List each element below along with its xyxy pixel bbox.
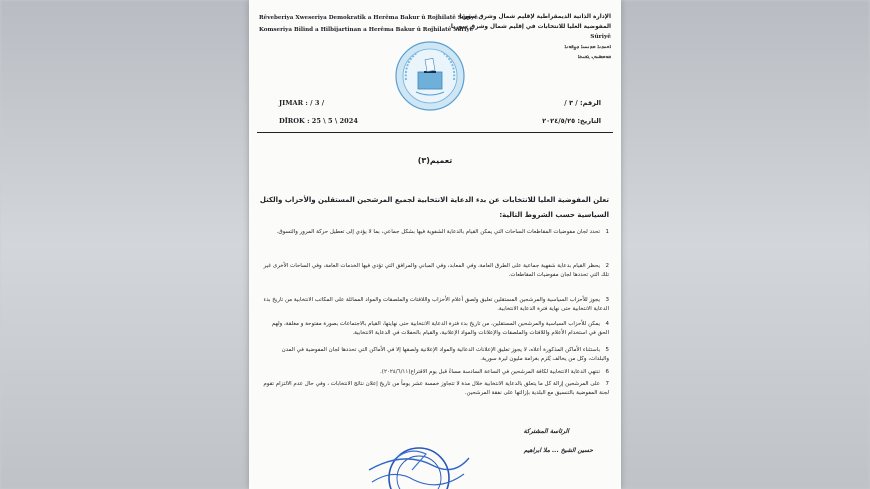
list-item-text: يحظر القيام بدعاية شفهية جماعية على الطرق العامة، وفي المعابد، وفي المباني والمرافق التي تؤدي فيها الخدمات العامة، وفي الساحات الأخرى غير تلك التي تحددها لجان مفوضيات المقاطعات.: [263, 263, 609, 279]
header-divider: [257, 132, 613, 133]
background-right: [621, 0, 870, 489]
document-page: [249, 0, 621, 489]
list-item-text: على المرشحين إزالة كل ما يتعلق بالدعاية الانتخابية خلال مدة لا تتجاوز خمسة عشر يوماً من تاريخ إعلان نتائج الانتخابات ، وفي حال عدم الالتزام تقوم لجنة المفوضية بالتنسيق مع البلدية بإزالتها على نفقة المرشحين.: [263, 381, 609, 397]
list-item-text: باستثناء الأماكن المذكورة أعلاه، لا يجوز تعليق الإعلانات الدعائية والمواد الإعلانية ولصقها إلا في الأماكن التي تحددها لجان المفوضية في المدن والبلدات، وكل من يخالف يُلزم بغرامة مليون ليرة سورية.: [281, 347, 609, 363]
date-label-ar: التاريخ:: [577, 117, 601, 125]
date-value-ar: ٢٠٢٤/٥/٢٥: [542, 117, 576, 125]
header-kurdish: [259, 12, 478, 36]
reference-value-ar: / ٣ /: [564, 99, 578, 107]
header-left-line-1: Rêveberiya Xweseriya Demokratîk a Herêma Bakur û Rojhilatê Sûriyê: [259, 15, 478, 21]
list-item: 2يحظر القيام بدعاية شفهية جماعية على الطرق العامة، وفي المعابد، وفي المباني والمرافق التي تؤدي فيها الخدمات العامة، وفي الساحات الأخرى غير تلك التي تحددها لجان مفوضيات المقاطعات.: [263, 263, 609, 279]
header-right-line-2: المفوضية العليا للانتخابات في إقليم شمال وشرق سوريا: [450, 24, 611, 30]
list-item-text: يمكن للأحزاب السياسية والمرشحين المستقلين، من تاريخ بدء فترة الدعاية الانتخابية حتى نهايتها، القيام بالاجتماعات بصورة مفتوحة و مغلقة، ولهم الحق في استخدام الأعلام واللافتات والملصقات والإعلانات والمواد الإعلانية، والقيام بالحفلات في الدعاية الانتخابية.: [271, 321, 609, 337]
signature-names: حسين الشيخ ... ملا ابراهيم: [523, 447, 593, 454]
reference-value: : / 3 /: [305, 99, 325, 107]
list-item: 3يجوز للأحزاب السياسية والمرشحين المستقلين تعليق ولصق أعلام الأحزاب واللافتات والملصقات والمواد المماثلة على المكاتب الانتخابية من تاريخ بدء الدعاية الانتخابية حتى نهاية فترة الدعاية الانتخابية.: [263, 297, 609, 313]
list-item: 5باستثناء الأماكن المذكورة أعلاه، لا يجوز تعليق الإعلانات الدعائية والمواد الإعلانية ولصقها إلا في الأماكن التي تحددها لجان المفوضية في المدن والبلدات، وكل من يخالف يُلزم بغرامة مليون ليرة سورية.: [281, 347, 609, 363]
list-item: 6تنتهي الدعاية الانتخابية لكافة المرشحين في الساعة السادسة مساءً قبل يوم الاقتراع(٢٠٢٤/٦/١١).: [380, 369, 609, 375]
header-syriac-line: ܐܘܚܕܢܐ ܡܕܢܚܝܐ ܕܨܦܘܢܐ: [564, 44, 611, 50]
list-item: 1تحدد لجان مفوضيات المقاطعات الساحات التي يمكن القيام بالدعاية الشفوية فيها بشكل جماعي، بما لا يؤدي إلى تعطيل حركة المرور والتسوق.: [276, 229, 609, 235]
reference-number-kurdish: [279, 99, 324, 107]
date-kurdish: [279, 117, 358, 125]
header-right-line-1: الإدارة الذاتية الديمقراطية لإقليم شمال وشرق سوريا: [459, 14, 611, 20]
date-arabic: [542, 117, 601, 125]
signature-title: الرئاسة المشتركة: [523, 428, 569, 435]
reference-label-ar: الرقم:: [580, 99, 601, 107]
intro-paragraph: تعلن المفوضية العليا للانتخابات عن بدء الدعاية الانتخابية لجميع المرشحين المستقلين والأحزاب والكتل السياسية حسب الشروط التالية:: [259, 196, 609, 219]
list-item-text: تحدد لجان مفوضيات المقاطعات الساحات التي يمكن القيام بالدعاية الشفوية فيها بشكل جماعي، بما لا يؤدي إلى تعطيل حركة المرور والتسوق.: [276, 229, 600, 235]
list-item-text: تنتهي الدعاية الانتخابية لكافة المرشحين في الساعة السادسة مساءً قبل يوم الاقتراع(٢٠٢٤/٦/١١).: [380, 369, 600, 375]
date-value: : 25 \ 5 \ 2024: [307, 117, 358, 125]
header-left-line-2: Komseriya Bilind a Hilbijartinan a Herêma Bakur û Rojhilatê Sûriyê: [259, 27, 474, 33]
header-syriac-line-2: ܩܘܡܣܝܘܢ ܓܒܝܬܐ: [577, 54, 611, 60]
header-right-line-3: Sûriyê: [590, 34, 611, 40]
list-item-text: يجوز للأحزاب السياسية والمرشحين المستقلين تعليق ولصق أعلام الأحزاب واللافتات والملصقات والمواد المماثلة على المكاتب الانتخابية من تاريخ بدء الدعاية الانتخابية حتى نهاية فترة الدعاية الانتخابية.: [263, 297, 609, 313]
list-item: 4يمكن للأحزاب السياسية والمرشحين المستقلين، من تاريخ بدء فترة الدعاية الانتخابية حتى نهايتها، القيام بالاجتماعات بصورة مفتوحة و مغلقة، ولهم الحق في استخدام الأعلام واللافتات والملصقات والإعلانات والمواد الإعلانية، والقيام بالحفلات في الدعاية الانتخابية.: [271, 321, 609, 337]
background-left: [0, 0, 249, 489]
reference-number-arabic: [564, 99, 601, 107]
reference-label: JIMAR: [279, 99, 304, 107]
official-stamp-icon: [364, 440, 474, 489]
list-item: 7على المرشحين إزالة كل ما يتعلق بالدعاية الانتخابية خلال مدة لا تتجاوز خمسة عشر يوماً من تاريخ إعلان نتائج الانتخابات ، وفي حال عدم الالتزام تقوم لجنة المفوضية بالتنسيق مع البلدية بإزالتها على نفقة المرشحين.: [263, 381, 609, 397]
date-label: DÎROK: [279, 117, 305, 125]
commission-logo-ballot-box-icon: [394, 40, 466, 112]
circular-title: تعميم(٣): [417, 156, 453, 165]
